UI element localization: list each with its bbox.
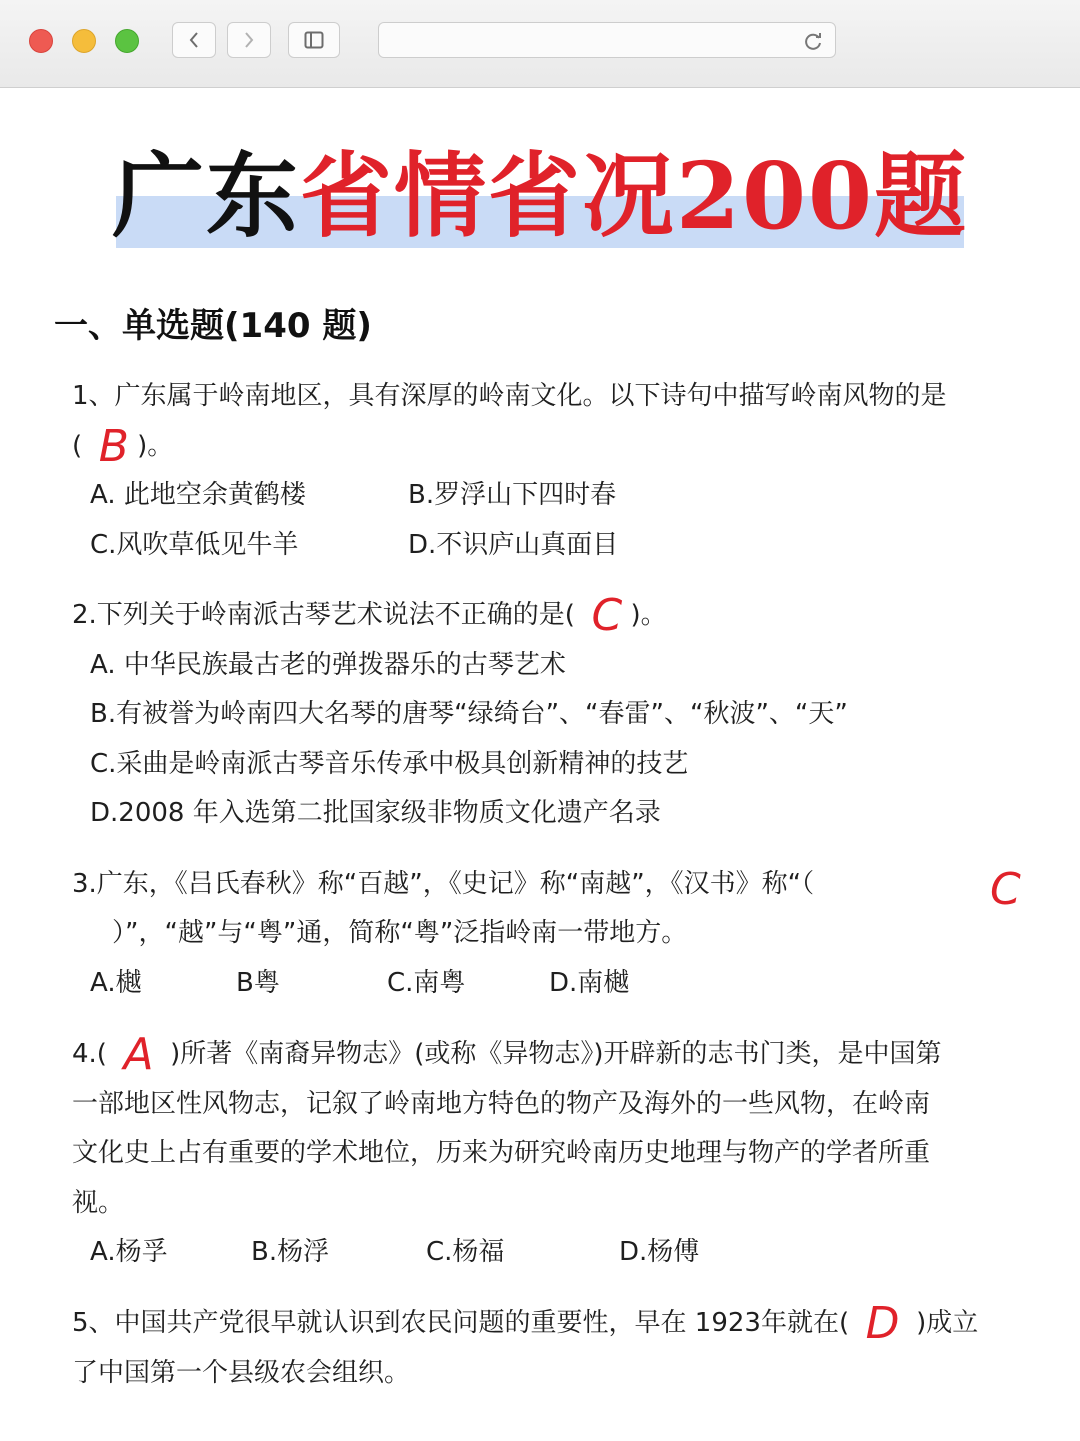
title-black: 广东 <box>111 142 300 250</box>
question-5-text: 5、中国共产党很早就认识到农民问题的重要性，早在 1923年就在( D )成立 <box>72 1297 979 1349</box>
option-b: B.有被誉为岭南四大名琴的唐琴“绿绮台”、“春雷”、“秋波”、“天” <box>90 699 848 729</box>
chevron-left-icon <box>187 30 201 50</box>
option-d: D.南樾 <box>549 968 630 998</box>
option-c: C.杨福 <box>426 1237 505 1267</box>
answer-mark: C <box>990 863 1021 915</box>
option-a: A.樾 <box>90 968 142 998</box>
option-c: C.风吹草低见牛羊 <box>90 530 299 560</box>
question-5-line-2: 了中国第一个县级农会组织。 <box>72 1358 411 1388</box>
answer-mark: B <box>98 420 129 472</box>
answer-mark: C <box>591 589 623 641</box>
title-red: 省情省况200题 <box>299 142 969 250</box>
question-4-line-4: 视。 <box>72 1188 125 1218</box>
option-c: C.南粤 <box>387 968 466 998</box>
question-3-text-cont: ）”，“越”与“粤”通，简称“粤”泛指岭南一带地方。 <box>112 918 688 948</box>
question-4-line-2: 一部地区性风物志，记叙了岭南地方特色的物产及海外的一些风物，在岭南 <box>72 1089 931 1119</box>
address-bar[interactable] <box>378 22 836 58</box>
question-4-text: 4.( A )所著《南裔异物志》(或称《异物志》)开辟新的志书门类，是中国第 <box>72 1028 942 1080</box>
option-a: A. 中华民族最古老的弹拨器乐的古琴艺术 <box>90 650 566 680</box>
option-a: A.杨孚 <box>90 1237 168 1267</box>
option-b: B.杨浮 <box>251 1237 330 1267</box>
option-d: D.杨傅 <box>619 1237 700 1267</box>
question-4-line-3: 文化史上占有重要的学术地位，历来为研究岭南历史地理与物产的学者所重 <box>72 1138 931 1168</box>
option-b: B.罗浮山下四时春 <box>408 480 617 510</box>
option-d: D.不识庐山真面目 <box>408 530 619 560</box>
maximize-window-button[interactable] <box>115 29 139 53</box>
question-1-text: 1、广东属于岭南地区，具有深厚的岭南文化。以下诗句中描写岭南风物的是 <box>72 381 947 411</box>
option-b: B粤 <box>236 968 280 998</box>
option-a: A. 此地空余黄鹤楼 <box>90 480 306 510</box>
option-c: C.采曲是岭南派古琴音乐传承中极具创新精神的技艺 <box>90 749 689 779</box>
question-1-blank: ( B )。 <box>72 420 174 472</box>
question-3-text: 3.广东，《吕氏春秋》称“百越”，《史记》称“南越”，《汉书》称“（ <box>72 869 815 899</box>
forward-button[interactable] <box>227 22 271 58</box>
option-d: D.2008 年入选第二批国家级非物质文化遗产名录 <box>90 798 661 828</box>
question-3-answer <box>990 864 1021 914</box>
back-button[interactable] <box>172 22 216 58</box>
answer-mark: A <box>123 1028 154 1080</box>
question-2-text: 2.下列关于岭南派古琴艺术说法不正确的是( C )。 <box>72 589 667 641</box>
chevron-right-icon <box>242 30 256 50</box>
reload-icon[interactable] <box>801 29 825 53</box>
answer-mark: D <box>865 1297 900 1349</box>
minimize-window-button[interactable] <box>72 29 96 53</box>
page-title <box>0 140 1080 252</box>
page-title-block <box>0 140 1080 260</box>
close-window-button[interactable] <box>29 29 53 53</box>
sidebar-icon <box>304 31 324 49</box>
browser-toolbar <box>0 0 1080 88</box>
sidebar-button[interactable] <box>288 22 340 58</box>
section-heading: 一、单选题(140 题) <box>54 306 372 346</box>
